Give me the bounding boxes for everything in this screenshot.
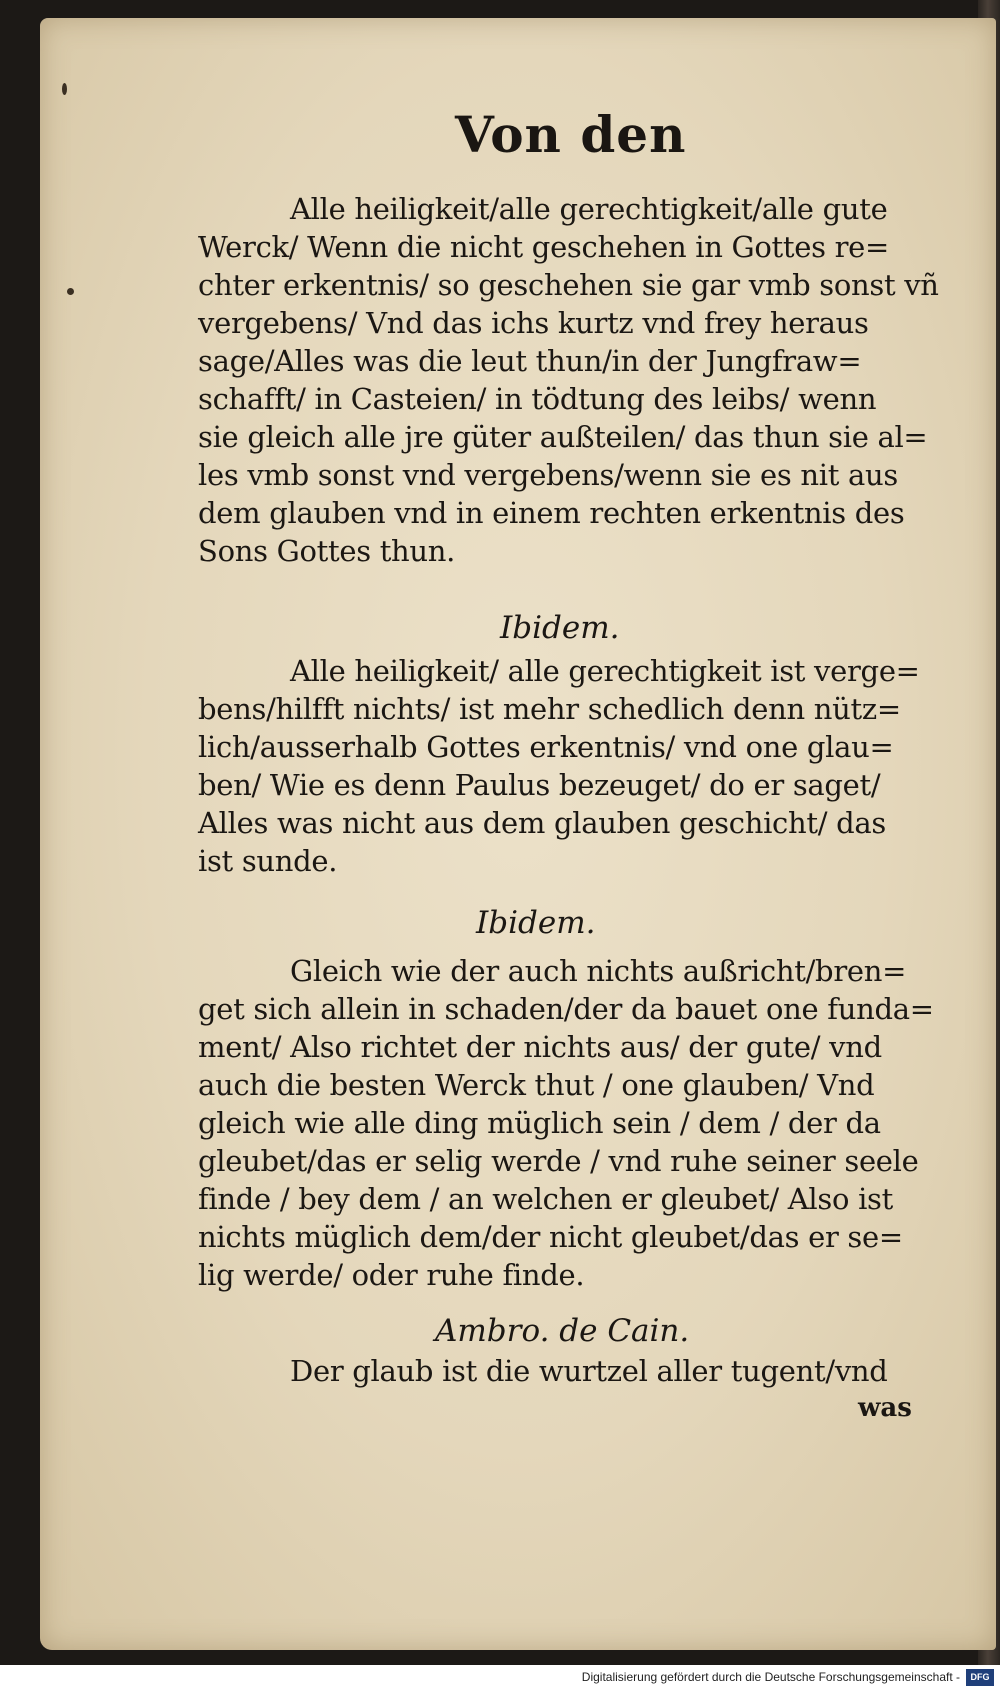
text-line: Sons Gottes thun. — [198, 534, 456, 568]
text-line: Gleich wie der auch nichts außricht/bren= — [290, 954, 907, 988]
text-line: gleich wie alle ding müglich sein / dem / der da — [198, 1106, 881, 1140]
catchword: was — [858, 1393, 912, 1423]
text-line: bens/hilfft nichts/ ist mehr schedlich denn nütz= — [198, 692, 901, 726]
text-line: Werck/ Wenn die nicht geschehen in Gottes re= — [198, 230, 890, 264]
running-head: Von den — [455, 105, 687, 164]
text-line: Alles was nicht aus dem glauben geschicht/ das — [198, 806, 886, 840]
text-line: gleubet/das er selig werde / vnd ruhe seiner seele — [198, 1144, 919, 1178]
text-line: lich/ausserhalb Gottes erkentnis/ vnd one glau= — [198, 730, 894, 764]
ink-speck — [62, 83, 67, 95]
paragraph — [198, 1352, 938, 1390]
funding-credit: Digitalisierung gefördert durch die Deutsche Forschungsgemeinschaft - — [581, 1670, 960, 1684]
footer-bar — [0, 1665, 1000, 1692]
text-line: auch die besten Werck thut / one glauben/ Vnd — [198, 1068, 875, 1102]
text-line: ist sunde. — [198, 844, 338, 878]
text-line: get sich allein in schaden/der da bauet one funda= — [198, 992, 934, 1026]
text-line: ment/ Also richtet der nichts aus/ der gute/ vnd — [198, 1030, 882, 1064]
paragraph — [198, 952, 938, 1294]
rubric-heading: Ibidem. — [476, 905, 596, 941]
paragraph — [198, 190, 938, 570]
text-line: Der glaub ist die wurtzel aller tugent/vnd — [290, 1354, 888, 1388]
text-line: dem glauben vnd in einem rechten erkentnis des — [198, 496, 905, 530]
text-line: nichts müglich dem/der nicht gleubet/das er se= — [198, 1220, 903, 1254]
dfg-logo: DFG — [966, 1669, 994, 1686]
ink-speck — [67, 288, 74, 295]
text-line: lig werde/ oder ruhe finde. — [198, 1258, 585, 1292]
text-line: ben/ Wie es denn Paulus bezeuget/ do er saget/ — [198, 768, 881, 802]
text-line: sie gleich alle jre güter außteilen/ das thun sie al= — [198, 420, 928, 454]
text-line: vergebens/ Vnd das ichs kurtz vnd frey heraus — [198, 306, 869, 340]
text-line: les vmb sonst vnd vergebens/wenn sie es nit aus — [198, 458, 898, 492]
text-line: Alle heiligkeit/ alle gerechtigkeit ist verge= — [290, 654, 920, 688]
rubric-heading: Ibidem. — [500, 610, 620, 646]
text-line: finde / bey dem / an welchen er gleubet/ Also ist — [198, 1182, 893, 1216]
paragraph — [198, 652, 938, 880]
text-line: schafft/ in Casteien/ in tödtung des leibs/ wenn — [198, 382, 877, 416]
text-line: chter erkentnis/ so geschehen sie gar vmb sonst vñ — [198, 268, 939, 302]
text-line: Alle heiligkeit/alle gerechtigkeit/alle gute — [290, 192, 888, 226]
text-line: sage/Alles was die leut thun/in der Jungfraw= — [198, 344, 862, 378]
rubric-heading: Ambro. de Cain. — [435, 1313, 690, 1349]
